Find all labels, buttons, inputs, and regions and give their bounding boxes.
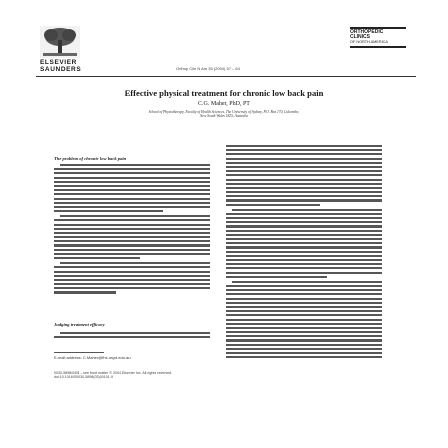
series-logo	[350, 26, 406, 49]
section-heading-efficacy: Judging treatment efficacy	[54, 322, 105, 327]
body-column-right	[226, 145, 382, 361]
affiliation-line-1: School of Physiotherapy, Faculty of Health Sciences, The University of Sydney, P.O. Box 170, Lidcombe,	[148, 110, 300, 114]
body-text-block	[54, 215, 210, 259]
body-text-block	[54, 262, 210, 293]
publisher-elsevier: ELSEVIER	[40, 59, 77, 66]
series-title-line-2: CLINICS	[350, 34, 370, 41]
body-column-left	[54, 154, 210, 297]
copyright-line: 0030-5898/04/$ – see front matter © 2004 Elsevier Inc. All rights reserved.	[54, 371, 173, 375]
header-rule	[36, 76, 416, 77]
article-title: Effective physical treatment for chronic low back pain	[124, 88, 324, 98]
body-text-block	[226, 209, 382, 278]
journal-citation: Orthop Clin N Am 35 (2004) 57 – 64	[176, 66, 240, 71]
section-heading-problem: The problem of chronic low back pain	[54, 156, 127, 161]
body-text-block	[54, 332, 210, 340]
series-title-line-1: ORTHOPEDIC	[350, 29, 384, 35]
series-subtitle: OF NORTH AMERICA	[350, 40, 388, 45]
author-email-footnote: E-mail address: C.Maher@fhs.usyd.edu.au	[54, 355, 131, 360]
journal-header	[36, 26, 416, 84]
author-affiliation	[100, 110, 348, 119]
affiliation-line-2: New South Wales 1825, Australia	[199, 114, 249, 119]
copyright-footer	[54, 371, 172, 380]
doi-line: doi:10.1016/S0030-5898(03)00101-9	[54, 375, 113, 380]
publisher-name	[40, 60, 81, 73]
body-text-block	[54, 164, 210, 212]
body-text-block	[226, 281, 382, 358]
publisher-saunders: SAUNDERS	[40, 65, 82, 73]
footnote-rule	[54, 352, 104, 353]
elsevier-tree-logo	[40, 26, 80, 58]
article-author: C.G. Maher, PhD, PT	[198, 101, 250, 107]
body-text-block	[226, 145, 382, 206]
